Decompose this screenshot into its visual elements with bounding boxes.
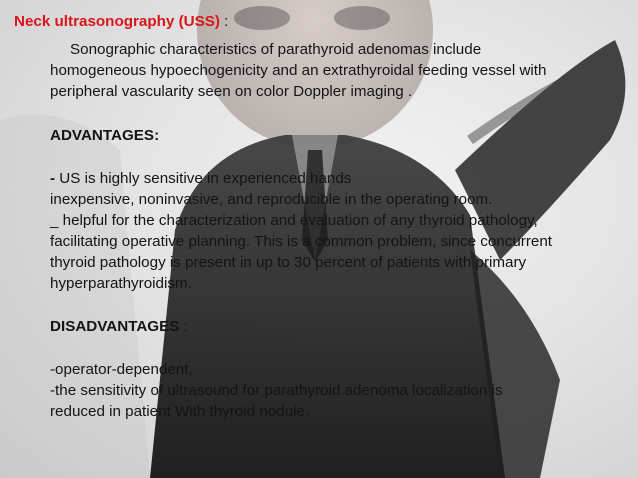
advantages-heading: ADVANTAGES:: [50, 127, 160, 144]
section-title: Neck ultrasonography (USS): [14, 13, 220, 30]
advantage-line-2: inexpensive, noninvasive, and reproducible in the operating room.: [50, 191, 493, 208]
disadvantages-heading: DISADVANTAGES: [50, 318, 180, 335]
title-line: [14, 12, 228, 32]
intro-line-1: Sonographic characteristics of parathyroid adenomas include: [70, 41, 482, 58]
title-colon: :: [219, 13, 229, 30]
disadvantage-line-1: -operator-dependent,: [50, 361, 193, 378]
disadvantage-line-2: -the sensitivity of ultrasound for parathyroid adenoma localization is: [50, 382, 503, 399]
advantage-line-6: hyperparathyroidism.: [50, 275, 192, 292]
advantage-line-3: _ helpful for the characterization and evaluation of any thyroid pathology,: [50, 212, 538, 229]
disadvantages-line: [50, 317, 188, 337]
disadvantage-line-3: reduced in patient With thyroid nodule.: [50, 403, 310, 420]
intro-line-3: peripheral vascularity seen on color Doppler imaging .: [50, 83, 413, 100]
intro-line-2: homogeneous hypoechogenicity and an extrathyroidal feeding vessel with: [50, 62, 547, 79]
disadvantages-colon: :: [179, 318, 188, 335]
advantage-text: US is highly sensitive in experienced hands: [59, 170, 352, 187]
advantage-line-4: facilitating operative planning. This is a common problem, since concurrent: [50, 233, 553, 250]
advantage-line-5: thyroid pathology is present in up to 30 percent of patients with primary: [50, 254, 527, 271]
advantage-bullet: -: [50, 170, 60, 187]
advantage-line-1: [50, 169, 351, 189]
